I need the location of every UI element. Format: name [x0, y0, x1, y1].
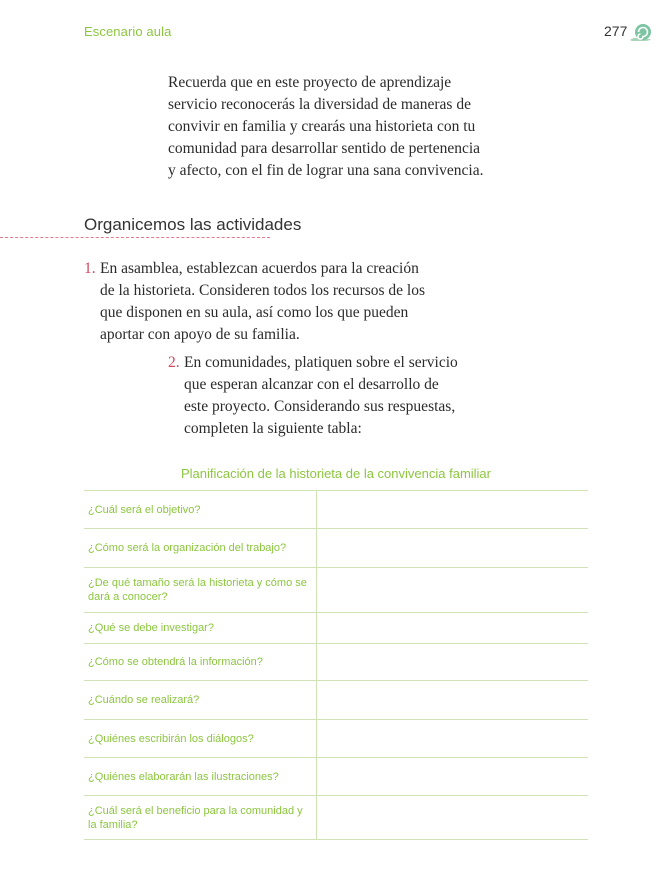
list-number: 2. — [168, 354, 180, 371]
intro-paragraph: Recuerda que en este proyecto de aprendizaje servicio reconocerás la diversidad de maneras de convivir en familia y crearás una historieta con tu comunidad para desarrollar sentido de pertenencia y afecto, con el fin de lograr una sana convivencia. — [168, 74, 484, 179]
table-row — [84, 613, 588, 644]
table-answer-cell[interactable] — [317, 529, 589, 568]
table-question: ¿Cuál será el beneficio para la comunidad y la familia? — [84, 796, 317, 840]
table-answer-cell[interactable] — [317, 568, 589, 613]
table-answer-cell[interactable] — [317, 644, 589, 681]
table-question: ¿Cuál será el objetivo? — [84, 491, 317, 529]
table-question: ¿Quiénes escribirán los diálogos? — [84, 720, 317, 758]
list-text: En comunidades, platiquen sobre el servicio que esperan alcanzar con el desarrollo de este proyecto. Considerando sus respuestas, completen la siguiente tabla: — [184, 354, 458, 437]
table-title: Planificación de la historieta de la convivencia familiar — [181, 466, 491, 481]
page-number: 277 — [604, 23, 628, 39]
list-number: 1. — [84, 260, 96, 277]
table-question: ¿Cómo se obtendrá la información? — [84, 644, 317, 681]
table-row — [84, 681, 588, 720]
table-row — [84, 491, 588, 529]
section-title: Organicemos las actividades — [84, 215, 302, 234]
table-answer-cell[interactable] — [317, 491, 589, 529]
table-answer-cell[interactable] — [317, 681, 589, 720]
list-item — [168, 352, 458, 440]
table-question: ¿De qué tamaño será la historieta y cómo se dará a conocer? — [84, 568, 317, 613]
list-text: En asamblea, establezcan acuerdos para la creación de la historieta. Consideren todos los recursos de los que disponen en su aula, así como los que pueden aportar con apoyo de su familia. — [100, 260, 426, 343]
table-answer-cell[interactable] — [317, 720, 589, 758]
section-header: Escenario aula — [84, 24, 172, 39]
section-divider — [0, 237, 270, 238]
table-answer-cell[interactable] — [317, 796, 589, 840]
table-row — [84, 568, 588, 613]
table-question: ¿Cómo será la organización del trabajo? — [84, 529, 317, 568]
table-row — [84, 720, 588, 758]
table-question: ¿Qué se debe investigar? — [84, 613, 317, 644]
table-answer-cell[interactable] — [317, 758, 589, 796]
table-question: ¿Cuándo se realizará? — [84, 681, 317, 720]
list-item — [84, 258, 436, 346]
planning-table — [84, 490, 588, 840]
table-row — [84, 758, 588, 796]
table-answer-cell[interactable] — [317, 613, 589, 644]
snail-icon — [629, 22, 653, 42]
table-row — [84, 796, 588, 840]
table-question: ¿Quiénes elaborarán las ilustraciones? — [84, 758, 317, 796]
table-row — [84, 644, 588, 681]
table-row — [84, 529, 588, 568]
